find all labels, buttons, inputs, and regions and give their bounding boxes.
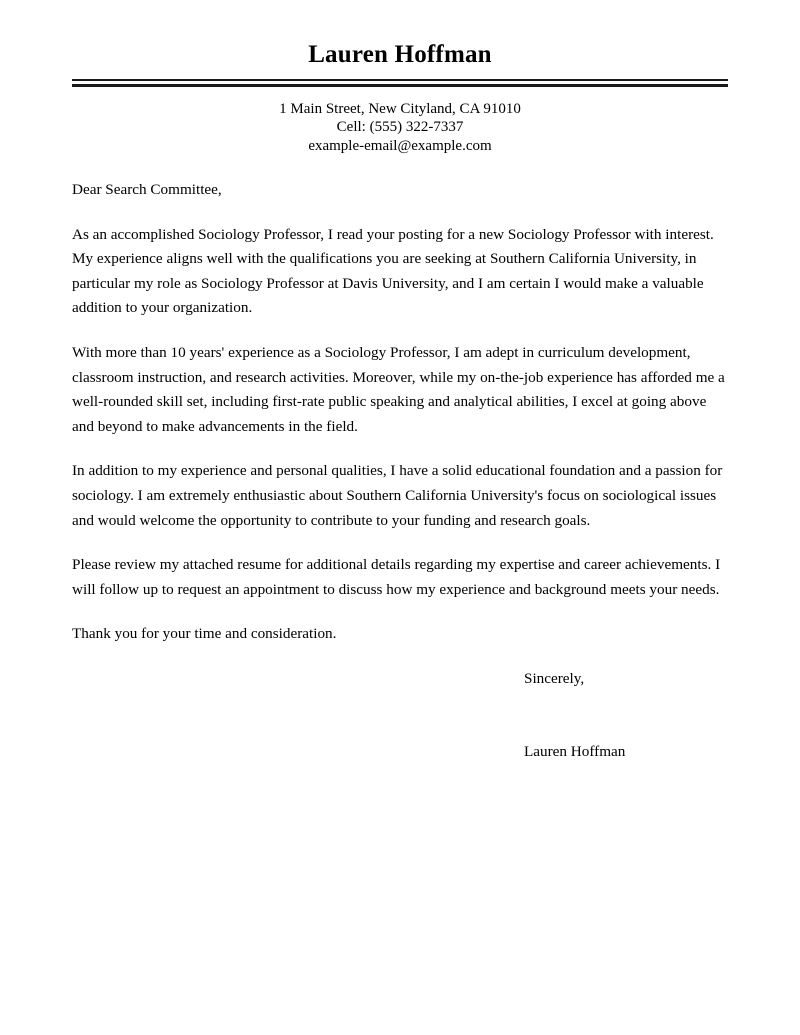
letterhead	[72, 0, 728, 155]
signature-block	[72, 667, 728, 764]
letter-paragraph-2: With more than 10 years' experience as a Sociology Professor, I am adept in curriculum development, classroom instruction, and research activities. Moreover, while my on-the-job experience has afforded me a well-rounded skill set, including first-rate public speaking and analytical abilities, I excel at going above and beyond to make advancements in the field.	[72, 343, 725, 435]
letter-content-column	[72, 0, 728, 764]
sign-off: Sincerely,	[524, 669, 585, 687]
letter-paragraph-4: Please review my attached resume for additional details regarding my expertise and career achievements. I will follow up to request an appointment to discuss how my experience and background meets your needs.	[72, 556, 721, 598]
contact-phone: Cell: (555) 322-7337	[336, 119, 464, 135]
candidate-name-heading: Lauren Hoffman	[308, 41, 492, 68]
closing-line: Thank you for your time and consideration.	[72, 625, 337, 643]
contact-block	[72, 100, 728, 156]
signature-name: Lauren Hoffman	[524, 742, 626, 760]
letter-paragraph-3: In addition to my experience and personal qualities, I have a solid educational foundation and a passion for sociology. I am extremely enthusiastic about Southern California University's focus on sociological issues and would welcome the opportunity to contribute to your funding and research goals.	[72, 462, 723, 529]
contact-email: example-email@example.com	[308, 137, 492, 154]
letter-paragraph-1: As an accomplished Sociology Professor, I read your posting for a new Sociology Professor with interest. My experience aligns well with the qualifications you are seeking at Southern California University, in particular my role as Sociology Professor at Davis University, and I am certain I would make a valuable addition to your organization.	[72, 225, 714, 317]
header-double-rule	[72, 79, 728, 87]
contact-address: 1 Main Street, New Cityland, CA 91010	[279, 100, 521, 117]
header-rule-top	[72, 79, 728, 81]
letter-body	[72, 178, 728, 647]
salutation: Dear Search Committee,	[72, 181, 222, 198]
header-rule-bottom	[72, 84, 728, 87]
